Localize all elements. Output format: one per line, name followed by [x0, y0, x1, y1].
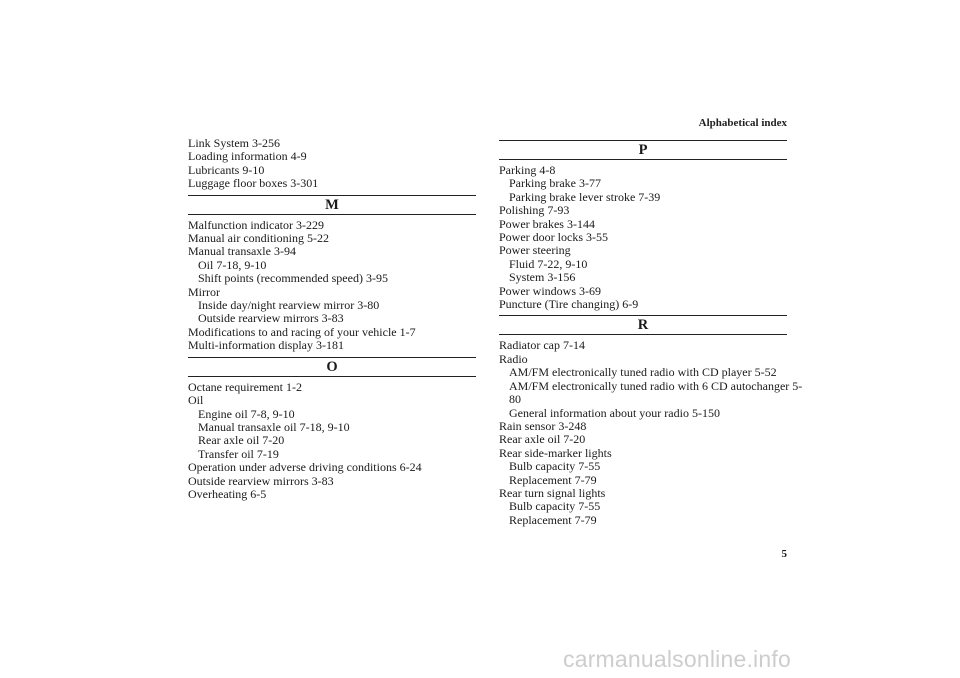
index-entry: Rear axle oil 7-20	[499, 432, 586, 447]
index-subentry: General information about your radio 5-150	[509, 405, 720, 420]
letter-heading-o: O	[188, 357, 476, 377]
index-entry: Link System 3-256	[188, 136, 280, 150]
index-entry: Mirror	[188, 284, 220, 299]
index-subentry: Bulb capacity 7-55	[509, 499, 601, 514]
index-entry: Multi-information display 3-181	[188, 338, 344, 353]
index-entry: Power steering	[499, 243, 571, 258]
index-entry: Power brakes 3-144	[499, 216, 595, 231]
index-entry: Radiator cap 7-14	[499, 338, 585, 353]
index-entry: Manual air conditioning 5-22	[188, 231, 329, 246]
letter-heading-r: R	[499, 315, 787, 335]
index-subentry: Fluid 7-22, 9-10	[509, 256, 588, 271]
index-entry: Oil	[188, 393, 204, 408]
index-subentry: Outside rearview mirrors 3-83	[198, 311, 344, 326]
index-entry: Power door locks 3-55	[499, 230, 608, 245]
index-subentry: AM/FM electronically tuned radio with CD player 5-52	[509, 365, 777, 380]
index-column-right	[499, 140, 803, 527]
index-entry: Loading information 4-9	[188, 149, 307, 164]
index-column-left	[188, 137, 476, 501]
index-entry: Octane requirement 1-2	[188, 379, 302, 394]
index-subentry: Replacement 7-79	[509, 472, 597, 487]
index-entry: Power windows 3-69	[499, 283, 601, 298]
index-entry: Manual transaxle 3-94	[188, 244, 296, 259]
index-entry: Puncture (Tire changing) 6-9	[499, 297, 639, 312]
index-entry: Lubricants 9-10	[188, 162, 265, 177]
index-entry: Polishing 7-93	[499, 203, 570, 218]
index-entry: Rain sensor 3-248	[499, 418, 587, 433]
index-subentry: Parking brake lever stroke 7-39	[509, 189, 661, 204]
letter-heading-m: M	[188, 195, 476, 215]
index-subentry: Inside day/night rearview mirror 3-80	[198, 298, 380, 313]
index-subentry: Shift points (recommended speed) 3-95	[198, 271, 388, 286]
index-subentry: Bulb capacity 7-55	[509, 459, 601, 474]
index-entry: Luggage floor boxes 3-301	[188, 176, 319, 191]
index-subentry: Transfer oil 7-19	[198, 446, 279, 461]
index-entry: Parking 4-8	[499, 163, 556, 177]
index-entry: Rear side-marker lights	[499, 445, 612, 460]
index-subentry: System 3-156	[509, 270, 576, 285]
index-subentry: Engine oil 7-8, 9-10	[198, 406, 295, 421]
index-subentry: Oil 7-18, 9-10	[198, 257, 267, 272]
index-entry: Outside rearview mirrors 3-83	[188, 473, 334, 488]
index-entry: Radio	[499, 351, 528, 366]
page-number: 5	[781, 548, 787, 560]
index-entry: Operation under adverse driving conditions 6-24	[188, 460, 422, 475]
watermark: carmanualsonline.info	[563, 646, 791, 672]
index-subentry: AM/FM electronically tuned radio with 6 CD autochanger 5-	[509, 378, 803, 393]
index-subentry: 80	[509, 392, 521, 407]
index-entry: Malfunction indicator 3-229	[188, 217, 324, 232]
index-entry: Rear turn signal lights	[499, 485, 606, 500]
letter-heading-p: P	[499, 140, 787, 160]
index-entry: Modifications to and racing of your vehicle 1-7	[188, 324, 416, 339]
index-subentry: Parking brake 3-77	[509, 176, 601, 191]
page-header-title: Alphabetical index	[698, 117, 787, 129]
index-subentry: Rear axle oil 7-20	[198, 433, 285, 448]
index-entry: Overheating 6-5	[188, 486, 267, 501]
index-subentry: Manual transaxle oil 7-18, 9-10	[198, 419, 350, 434]
index-subentry: Replacement 7-79	[509, 512, 597, 527]
